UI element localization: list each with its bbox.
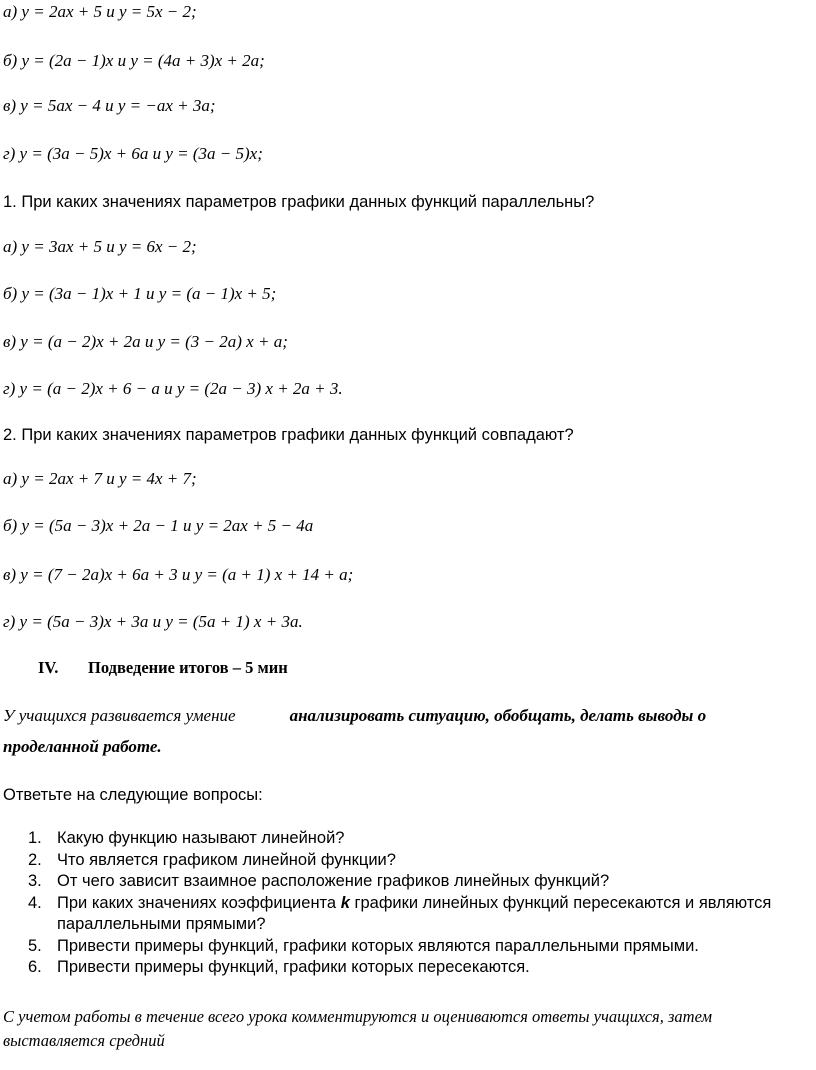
equation-task1-a xyxy=(3,235,197,259)
item-label: в) xyxy=(3,96,17,115)
equation-text: y = (5a − 3)x + 3a и y = (5a + 1) x + 3a. xyxy=(19,612,303,631)
list-item xyxy=(0,957,810,979)
item-label: б) xyxy=(3,284,18,303)
item-label: а) xyxy=(3,2,18,21)
questions-list xyxy=(0,828,810,979)
item-label: в) xyxy=(3,332,17,351)
equation-text: y = 2ax + 5 и y = 5x − 2; xyxy=(21,2,197,21)
section-title: Подведение итогов – 5 мин xyxy=(88,658,288,677)
equation-text: y = 2ax + 7 и y = 4x + 7; xyxy=(21,469,197,488)
list-text: Что является графиком линейной функции? xyxy=(57,850,396,869)
equation-text: y = (7 − 2a)x + 6a + 3 и y = (a + 1) x + 14 + a; xyxy=(20,565,354,584)
equation-task1-c xyxy=(3,330,288,354)
list-item xyxy=(0,893,810,936)
list-text: Привести примеры функций, графики которых являются параллельными прямыми. xyxy=(57,936,699,955)
list-item xyxy=(0,850,810,872)
list-text: От чего зависит взаимное расположение графиков линейных функций? xyxy=(57,872,610,890)
list-number: 4. xyxy=(28,893,42,912)
item-label: б) xyxy=(3,51,18,70)
equation-text: y = 5ax − 4 и y = −ax + 3a; xyxy=(20,96,216,115)
list-number: 2. xyxy=(28,850,42,869)
list-number: 1. xyxy=(28,829,42,847)
equation-text: y = (a − 2)x + 2a и y = (3 − 2a) x + a; xyxy=(20,332,288,351)
list-text-line2: параллельными прямыми? xyxy=(57,915,266,933)
list-number: 5. xyxy=(28,936,42,955)
list-text: Привести примеры функций, графики которых пересекаются. xyxy=(57,958,530,976)
equation-block0-d xyxy=(3,142,263,166)
equation-text: y = (3a − 1)x + 1 и y = (a − 1)x + 5; xyxy=(21,284,277,303)
item-label: г) xyxy=(3,144,16,163)
item-label: б) xyxy=(3,516,18,535)
list-text-after: графики линейных функций пересекаются и являются xyxy=(349,893,772,912)
list-text-before: При каких значениях коэффициента xyxy=(57,893,341,912)
equation-task2-b xyxy=(3,514,313,538)
list-text: Какую функцию называют линейной? xyxy=(57,829,345,847)
task2-question: 2. При каких значениях параметров графики данных функций совпадают? xyxy=(3,426,574,444)
equation-text: y = (5a − 3)x + 2a − 1 и y = 2ax + 5 − 4a xyxy=(21,516,314,535)
equation-task2-a xyxy=(3,467,197,491)
skill-prefix: У учащихся развивается умение xyxy=(3,706,236,725)
equation-text: y = (3a − 5)x + 6a и y = (3a − 5)x; xyxy=(19,144,263,163)
list-item xyxy=(0,871,810,893)
equation-text: y = (2a − 1)x и y = (4a + 3)x + 2a; xyxy=(21,51,265,70)
list-number: 3. xyxy=(28,872,42,890)
section-number: IV. xyxy=(38,658,59,677)
skill-line-2 xyxy=(3,735,162,759)
list-item xyxy=(0,828,810,850)
coefficient-k: k xyxy=(340,893,350,912)
equation-task2-c xyxy=(3,563,353,587)
item-label: г) xyxy=(3,612,16,631)
closing-paragraph: С учетом работы в течение всего урока комментируются и оцениваются ответы учащихся, затем выставляется средний xyxy=(3,1007,713,1050)
list-number: 6. xyxy=(28,958,42,976)
skill-line-1 xyxy=(3,704,706,728)
equation-task2-d xyxy=(3,610,303,634)
instruction-text: Ответьте на следующие вопросы: xyxy=(3,786,263,804)
item-label: г) xyxy=(3,379,16,398)
item-label: а) xyxy=(3,237,18,256)
skill-bold-line1: анализировать ситуацию, обобщать, делать выводы о xyxy=(289,706,707,725)
list-item xyxy=(0,936,810,958)
equation-text: y = 3ax + 5 и y = 6x − 2; xyxy=(21,237,197,256)
equation-block0-a xyxy=(3,0,197,24)
equation-task1-d xyxy=(3,377,343,401)
equation-text: y = (a − 2)x + 6 − a и y = (2a − 3) x + 2a + 3. xyxy=(19,379,343,398)
equation-block0-c xyxy=(3,94,216,118)
skill-bold-line2: проделанной работе. xyxy=(3,737,162,756)
equation-task1-b xyxy=(3,282,276,306)
item-label: а) xyxy=(3,469,18,488)
item-label: в) xyxy=(3,565,17,584)
section-heading xyxy=(38,658,288,678)
equation-block0-b xyxy=(3,49,265,73)
task1-question: 1. При каких значениях параметров графики данных функций параллельны? xyxy=(3,193,595,211)
